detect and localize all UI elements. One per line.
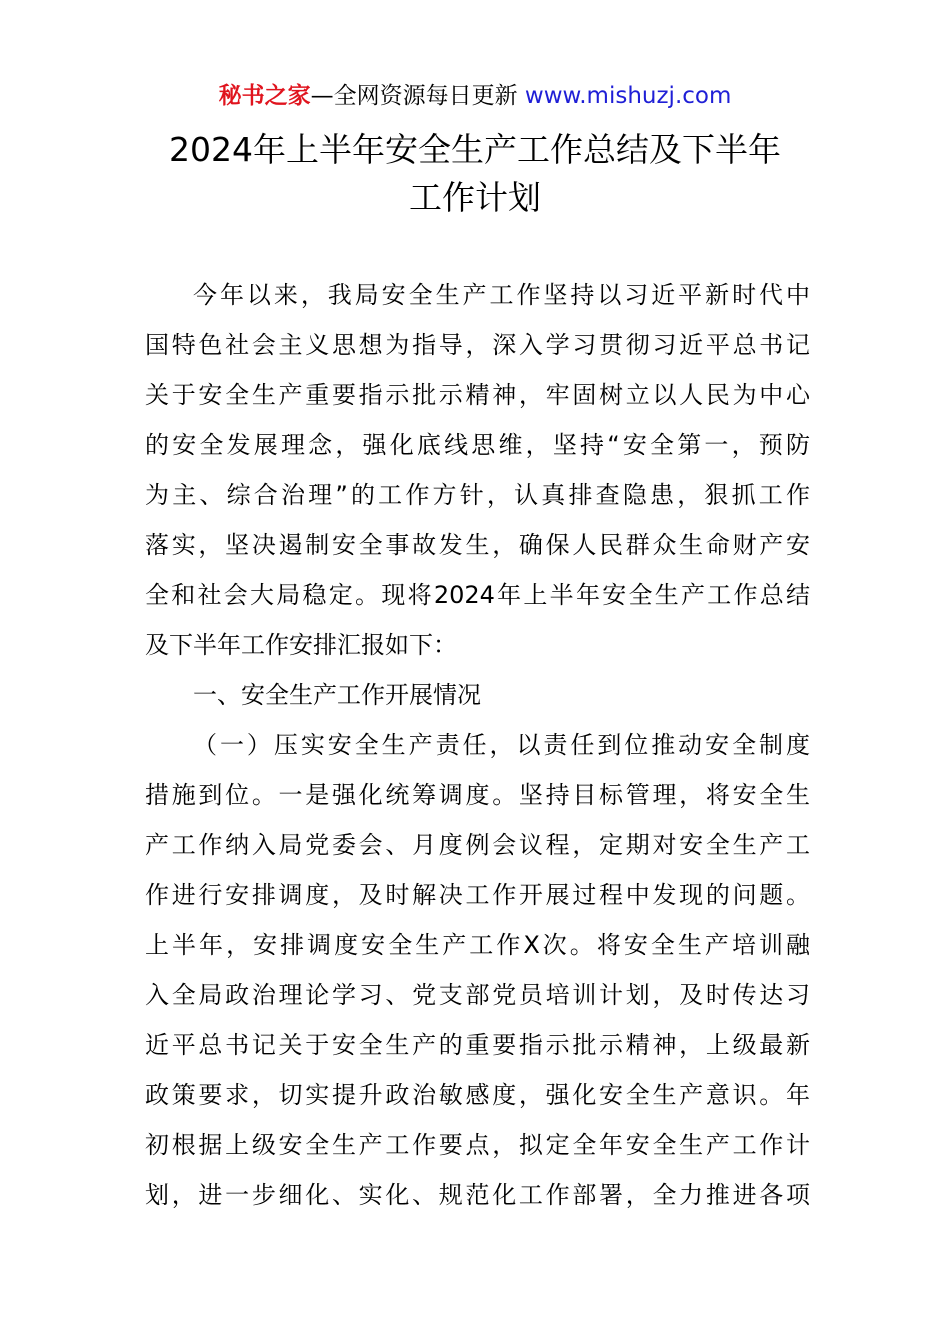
body-line: 及下半年工作安排汇报如下：	[145, 631, 457, 659]
site-url-link[interactable]: www.mishuzj.com	[524, 83, 732, 109]
body-line: 上半年，安排调度安全生产工作X次。将安全生产培训融	[145, 931, 810, 959]
body-line: 为主、综合治理”的工作方针，认真排查隐患，狠抓工作	[145, 481, 810, 509]
body-line: 今年以来，我局安全生产工作坚持以习近平新时代中	[193, 281, 810, 309]
site-brand: 秘书之家	[218, 83, 311, 109]
title-line-2: 工作计划	[409, 178, 541, 217]
body-line: 措施到位。一是强化统筹调度。坚持目标管理，将安全生	[145, 781, 810, 809]
subsection-heading: （一）压实安全生产责任，以责任到位推动安全制度	[193, 731, 810, 759]
section-heading: 一、安全生产工作开展情况	[193, 681, 481, 709]
document-title	[60, 126, 890, 222]
document-body	[145, 270, 810, 1220]
title-line-1: 2024年上半年安全生产工作总结及下半年	[169, 130, 781, 169]
body-line: 产工作纳入局党委会、月度例会议程，定期对安全生产工	[145, 831, 810, 859]
body-line: 国特色社会主义思想为指导，深入学习贯彻习近平总书记	[145, 331, 810, 359]
body-line: 近平总书记关于安全生产的重要指示批示精神，上级最新	[145, 1031, 810, 1059]
body-line: 全和社会大局稳定。现将2024年上半年安全生产工作总结	[145, 581, 810, 609]
site-header	[0, 80, 950, 112]
body-line: 划，进一步细化、实化、规范化工作部署，全力推进各项	[145, 1181, 810, 1209]
site-tagline: —全网资源每日更新	[310, 83, 525, 109]
body-line: 初根据上级安全生产工作要点，拟定全年安全生产工作计	[145, 1131, 810, 1159]
body-line: 作进行安排调度，及时解决工作开展过程中发现的问题。	[145, 881, 810, 909]
body-line: 关于安全生产重要指示批示精神，牢固树立以人民为中心	[145, 381, 810, 409]
body-line: 入全局政治理论学习、党支部党员培训计划，及时传达习	[145, 981, 810, 1009]
body-line: 落实，坚决遏制安全事故发生，确保人民群众生命财产安	[145, 531, 810, 559]
body-line: 政策要求，切实提升政治敏感度，强化安全生产意识。年	[145, 1081, 810, 1109]
body-line: 的安全发展理念，强化底线思维，坚持“安全第一，预防	[145, 431, 810, 459]
